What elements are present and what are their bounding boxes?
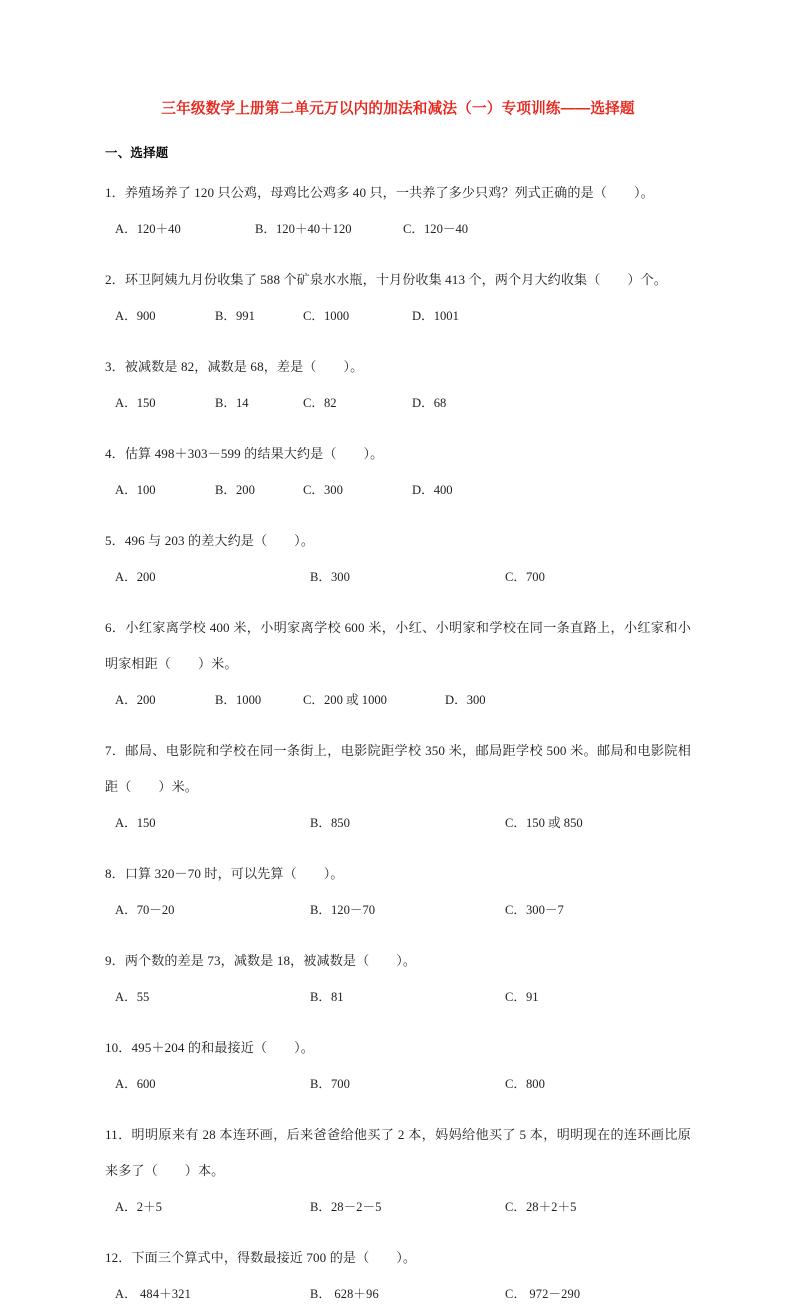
option-c[interactable]: C．1000 bbox=[303, 309, 350, 324]
question-text: 6．小红家离学校 400 米，小明家离学校 600 米，小红、小明家和学校在同一条直路上，小红家和小明家相距（ ）米。 bbox=[105, 620, 691, 672]
option-a[interactable]: A．70－20 bbox=[115, 903, 175, 918]
option-row bbox=[105, 559, 691, 595]
option-d[interactable]: D．68 bbox=[412, 396, 447, 411]
option-b[interactable]: B．28－2－5 bbox=[310, 1200, 382, 1215]
option-a[interactable]: A．200 bbox=[115, 693, 156, 708]
question-block bbox=[105, 1240, 691, 1312]
option-c[interactable]: C． 972－290 bbox=[505, 1287, 581, 1302]
option-row bbox=[105, 211, 691, 247]
option-row bbox=[105, 682, 691, 718]
option-b[interactable]: B．991 bbox=[215, 309, 255, 324]
option-a[interactable]: A．200 bbox=[115, 570, 156, 585]
option-b[interactable]: B．700 bbox=[310, 1077, 350, 1092]
question-text: 9．两个数的差是 73，减数是 18，被减数是（ ）。 bbox=[105, 953, 417, 969]
question-block bbox=[105, 175, 691, 247]
option-a[interactable]: A．600 bbox=[115, 1077, 156, 1092]
questions-list bbox=[105, 175, 691, 1312]
question-text: 2．环卫阿姨九月份收集了 588 个矿泉水水瓶，十月份收集 413 个，两个月大约收集（ ）个。 bbox=[105, 272, 667, 288]
page-content bbox=[105, 0, 691, 1312]
option-a[interactable]: A．900 bbox=[115, 309, 156, 324]
page-title: 三年级数学上册第二单元万以内的加法和减法（一）专项训练——选择题 bbox=[161, 101, 635, 117]
option-b[interactable]: B．14 bbox=[215, 396, 249, 411]
option-c[interactable]: C．200 或 1000 bbox=[303, 693, 387, 708]
question-block bbox=[105, 349, 691, 421]
option-b[interactable]: B．1000 bbox=[215, 693, 262, 708]
option-row bbox=[105, 979, 691, 1015]
option-c[interactable]: C．120－40 bbox=[403, 222, 469, 237]
option-a[interactable]: A． 484＋321 bbox=[115, 1287, 191, 1302]
option-c[interactable]: C．28＋2＋5 bbox=[505, 1200, 577, 1215]
option-row bbox=[105, 1066, 691, 1102]
question-block bbox=[105, 610, 691, 718]
option-d[interactable]: D．1001 bbox=[412, 309, 459, 324]
question-text: 1．养殖场养了 120 只公鸡，母鸡比公鸡多 40 只，一共养了多少只鸡？列式正确的是（ ）。 bbox=[105, 185, 654, 201]
option-a[interactable]: A．2＋5 bbox=[115, 1200, 162, 1215]
question-block bbox=[105, 733, 691, 841]
option-c[interactable]: C．800 bbox=[505, 1077, 545, 1092]
option-row bbox=[105, 1189, 691, 1225]
question-text: 10．495＋204 的和最接近（ ）。 bbox=[105, 1040, 314, 1056]
option-c[interactable]: C．300 bbox=[303, 483, 343, 498]
option-c[interactable]: C．700 bbox=[505, 570, 545, 585]
option-a[interactable]: A．150 bbox=[115, 396, 156, 411]
option-b[interactable]: B． 628＋96 bbox=[310, 1287, 379, 1302]
option-row bbox=[105, 298, 691, 334]
question-text: 4．估算 498＋303－599 的结果大约是（ ）。 bbox=[105, 446, 384, 462]
option-a[interactable]: A．150 bbox=[115, 816, 156, 831]
option-c[interactable]: C．91 bbox=[505, 990, 539, 1005]
question-block bbox=[105, 1030, 691, 1102]
option-a[interactable]: A．55 bbox=[115, 990, 150, 1005]
option-d[interactable]: D．300 bbox=[445, 693, 486, 708]
option-row bbox=[105, 1276, 691, 1312]
option-b[interactable]: B．81 bbox=[310, 990, 344, 1005]
option-row bbox=[105, 472, 691, 508]
option-b[interactable]: B．850 bbox=[310, 816, 350, 831]
option-b[interactable]: B．300 bbox=[310, 570, 350, 585]
option-a[interactable]: A．100 bbox=[115, 483, 156, 498]
option-c[interactable]: C．82 bbox=[303, 396, 337, 411]
option-b[interactable]: B．200 bbox=[215, 483, 255, 498]
question-block bbox=[105, 436, 691, 508]
option-c[interactable]: C．300－7 bbox=[505, 903, 564, 918]
option-row bbox=[105, 892, 691, 928]
question-block bbox=[105, 856, 691, 928]
option-row bbox=[105, 805, 691, 841]
option-row bbox=[105, 385, 691, 421]
question-text: 8．口算 320－70 时，可以先算（ ）。 bbox=[105, 866, 344, 882]
question-text: 5．496 与 203 的差大约是（ ）。 bbox=[105, 533, 315, 549]
question-text: 12．下面三个算式中，得数最接近 700 的是（ ）。 bbox=[105, 1250, 417, 1266]
question-block bbox=[105, 943, 691, 1015]
section-heading-multiple-choice: 一、选择题 bbox=[105, 145, 169, 160]
question-block bbox=[105, 262, 691, 334]
option-b[interactable]: B．120＋40＋120 bbox=[255, 222, 352, 237]
option-b[interactable]: B．120－70 bbox=[310, 903, 376, 918]
option-a[interactable]: A．120＋40 bbox=[115, 222, 181, 237]
question-text: 11．明明原来有 28 本连环画，后来爸爸给他买了 2 本，妈妈给他买了 5 本，明明现在的连环画比原来多了（ ）本。 bbox=[105, 1127, 691, 1179]
question-text: 7．邮局、电影院和学校在同一条街上，电影院距学校 350 米，邮局距学校 500 米。邮局和电影院相距（ ）米。 bbox=[105, 743, 691, 795]
question-text: 3．被减数是 82，减数是 68，差是（ ）。 bbox=[105, 359, 364, 375]
question-block bbox=[105, 523, 691, 595]
option-d[interactable]: D．400 bbox=[412, 483, 453, 498]
question-block bbox=[105, 1117, 691, 1225]
option-c[interactable]: C．150 或 850 bbox=[505, 816, 583, 831]
